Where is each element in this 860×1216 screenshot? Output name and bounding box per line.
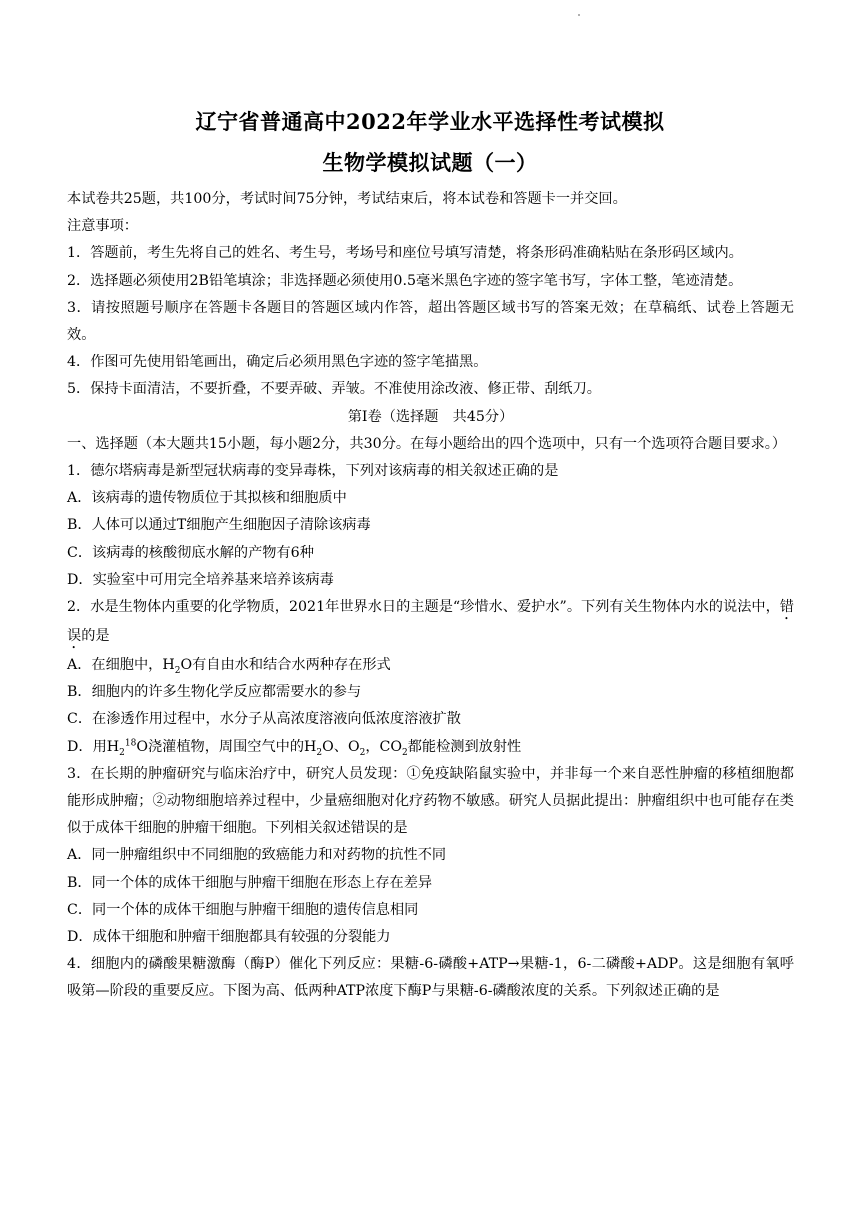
question-3-option-a: A．同一肿瘤组织中不同细胞的致癌能力和对药物的抗性不同 bbox=[67, 847, 447, 864]
exam-subtitle: 生物学模拟试题（一） bbox=[322, 150, 538, 175]
option-text: A．在细胞中，H bbox=[67, 657, 175, 674]
question-2-option-d bbox=[67, 734, 794, 761]
question-3-option-c: C．同一个体的成体干细胞与肿瘤干细胞的遗传信息相同 bbox=[67, 901, 419, 918]
note-item: 4．作图可先使用铅笔画出，确定后必须用黑色字迹的签字笔描黑。 bbox=[67, 354, 488, 371]
note-item: 1．答题前，考生先将自己的姓名、考生号，考场号和座位号填写清楚，将条形码准确粘贴在条形码区域内。 bbox=[67, 245, 743, 262]
exam-intro: 本试卷共25题，共100分，考试时间75分钟，考试结束后，将本试卷和答题卡一并交回。 bbox=[67, 191, 627, 207]
exam-content bbox=[67, 186, 794, 1006]
page-mark-dot bbox=[578, 14, 580, 16]
superscript: 18 bbox=[124, 737, 137, 748]
note-item: 3．请按照题号顺序在答题卡各题目的答题区域内作答，超出答题区域书写的答案无效；在草稿纸、试卷上答题无效。 bbox=[67, 299, 794, 344]
option-text: O浇灌植物，周围空气中的H bbox=[136, 738, 317, 755]
note-item: 5．保持卡面清洁，不要折叠，不要弄破、弄皱。不准使用涂改液、修正带、刮纸刀。 bbox=[67, 381, 601, 398]
question-3-option-b: B．同一个体的成体干细胞与肿瘤干细胞在形态上存在差异 bbox=[67, 874, 433, 891]
question-3-option-d: D．成体干细胞和肿瘤干细胞都具有较强的分裂能力 bbox=[67, 929, 391, 946]
question-2-option-a bbox=[67, 652, 794, 679]
question-2-stem-text: 2．水是生物体内重要的化学物质，2021年世界水日的主题是“珍惜水、爱护水”。下列有关生物体内水的说法中， bbox=[67, 599, 780, 616]
question-1-option-a: A．该病毒的遗传物质位于其拟核和细胞质中 bbox=[67, 490, 347, 507]
subscript: 2 bbox=[119, 747, 125, 758]
subscript: 2 bbox=[402, 747, 408, 758]
question-4-stem: 4．细胞内的磷酸果糖激酶（酶P）催化下列反应：果糖-6-磷酸+ATP→果糖-1，6-二磷酸+ADP。这是细胞有氧呼吸第—阶段的重要反应。下图为高、低两种ATP浓度下酶P与果糖-6-磷酸浓度的关系。下列叙述正确的是 bbox=[67, 956, 794, 1000]
option-text: 都能检测到放射性 bbox=[407, 738, 522, 755]
question-1-option-c: C．该病毒的核酸彻底水解的产物有6种 bbox=[67, 544, 314, 561]
section-title: 第Ⅰ卷（选择题 共45分） bbox=[347, 408, 514, 425]
question-2-stem bbox=[67, 594, 794, 652]
subscript: 2 bbox=[316, 747, 323, 758]
question-2-option-c: C．在渗透作用过程中，水分子从高浓度溶液向低浓度溶液扩散 bbox=[67, 711, 461, 728]
option-text: O、O bbox=[322, 738, 360, 755]
question-1-stem: 1．德尔塔病毒是新型冠状病毒的变异毒株，下列对该病毒的相关叙述正确的是 bbox=[67, 463, 559, 480]
exam-title: 辽宁省普通高中2022年学业水平选择性考试模拟 bbox=[195, 109, 665, 134]
question-1-option-b: B．人体可以通过T细胞产生细胞因子清除该病毒 bbox=[67, 517, 371, 534]
option-text: D．用H bbox=[67, 738, 120, 755]
subscript: 2 bbox=[359, 747, 366, 758]
question-2-stem-end: 的是 bbox=[81, 628, 110, 645]
option-text: ，CO bbox=[365, 738, 402, 755]
subscript: 2 bbox=[174, 665, 181, 676]
question-2-emphasis: 错误 bbox=[67, 599, 794, 645]
question-2-option-b: B．细胞内的许多生物化学反应都需要水的参与 bbox=[67, 684, 362, 701]
notes-heading: 注意事项： bbox=[67, 218, 138, 235]
question-1-option-d: D．实验室中可用完全培养基来培养该病毒 bbox=[67, 571, 334, 588]
question-3-stem: 3．在长期的肿瘤研究与临床治疗中，研究人员发现：①免疫缺陷鼠实验中，并非每一个来自恶性肿瘤的移植细胞都能形成肿瘤；②动物细胞培养过程中，少量癌细胞对化疗药物不敏感。研究人员据此提出：肿瘤组织中也可能存在类似于成体干细胞的肿瘤干细胞。下列相关叙述错误的是 bbox=[67, 765, 794, 837]
part-heading: 一、选择题（本大题共15小题，每小题2分，共30分。在每小题给出的四个选项中，只有一个选项符合题目要求。） bbox=[67, 435, 787, 452]
note-item: 2．选择题必须使用2B铅笔填涂；非选择题必须使用0.5毫米黑色字迹的签字笔书写，字体工整，笔迹清楚。 bbox=[67, 272, 743, 289]
option-text: O有自由水和结合水两种存在形式 bbox=[180, 657, 391, 674]
